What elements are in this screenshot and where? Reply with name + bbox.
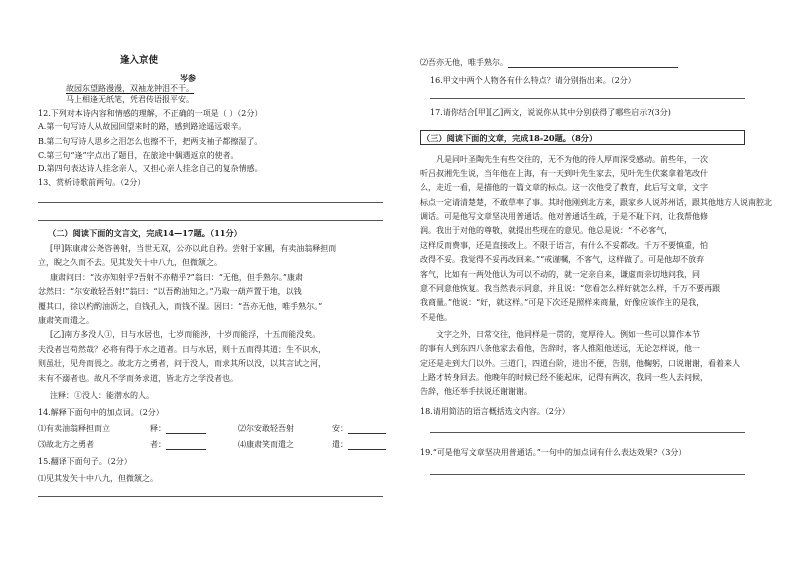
jia-line-3: 康肃问曰：“汝亦知射乎?吾射不亦精乎?”翁曰：“无他，但手熟尔。”康肃: [50, 273, 303, 282]
para1-line-6: 润。我出于对他的尊敬，就提出些现在的意见。他总是说：“不必客气，: [420, 226, 673, 235]
q14-item-1: ⑴有卖油翁释担而立: [38, 424, 110, 433]
q14-item-1-word: 释：: [150, 424, 206, 434]
q15-item-1: ⑴见其发矢十中八九，但微颔之。: [38, 474, 158, 483]
q12-stem: 12.下列对本诗内容和情感的理解，不正确的一项是（ ）（2分）: [38, 109, 263, 118]
para1-line-12: 不是他。: [420, 313, 452, 322]
para1-line-9: 客气，比如有一两处他认为可以不动的，就一定亲自来，谦虚而亲切地问我，同: [420, 270, 700, 279]
para1-line-2: 听吕叔湘先生说，当年他在上海，有一天到叶先生家去，见叶先生伏案拿着笔改什: [420, 169, 708, 178]
q12-option-a: A.第一句写诗人从故园回望来时的路，感到路途遥远艰辛。: [38, 122, 247, 131]
q15-item-2: ⑵吾亦无他，唯手熟尔。: [420, 58, 678, 68]
para1-line-8: 改得不妥。我觉得不妥再改回来。”“戒谨嘱，不客气，这样做了。可是他却不放弃: [420, 255, 705, 264]
para1-line-1: 凡是同叶圣陶先生有些交往的，无不为他的待人厚而深受感动。前些年，一次: [436, 155, 708, 164]
jia-line-1: [甲]陈康肃公尧咨善射，当世无双，公亦以此自矜。尝射于家圃，有卖油翁释担而: [50, 244, 337, 253]
yi-line-3: 则虽壮，见舟而畏之。故北方之勇者，问于没人，而求其所以没，以其言试之河，: [38, 359, 326, 368]
answer-line[interactable]: [430, 98, 745, 99]
para1-line-11: 我商量。”他说：“好，就这样。”可是下次还是照样来商量，好像应该作主的是我，: [420, 298, 705, 307]
poem-author: 岑参: [180, 73, 196, 83]
q18-stem: 18.请用简洁的语言概括选文内容。（2分）: [420, 407, 570, 416]
q12-option-c: C.第三句“逢”字点出了题目，在旅途中偶遇返京的使者。: [38, 151, 239, 160]
para2-line-1: 文字之外，日常交往，他同样是一贯的，宽厚待人。例如一些可以算作本节: [436, 330, 700, 339]
para1-line-5: 调话。可是他写文章坚决用普通话。他对普通话生疏，于是不耻下问，让我帮他修: [420, 212, 708, 221]
annotation-note: 注释：①没人：能潜水的人。: [50, 391, 154, 400]
answer-line[interactable]: [38, 496, 383, 497]
jia-line-6: 康肃笑而遣之。: [38, 316, 94, 325]
q13-stem: 13、赏析诗歌前两句。（2分）: [38, 178, 146, 187]
answer-blank[interactable]: [166, 425, 206, 434]
para1-line-7: 这样反而费事，还是直接改上。不限于语言，有什么不妥都改。千万不要慎重，怕: [420, 241, 708, 250]
q14-item-3: ⑶故北方之勇者: [38, 440, 94, 449]
q14-item-2: ⑵尔安敢轻吾射: [238, 424, 294, 433]
q12-option-b: B.第二句写诗人思乡之泪怎么也擦不干，把两支袖子都擦湿了。: [38, 137, 263, 146]
section-divider: [38, 220, 383, 221]
poem-title: 逢入京使: [120, 55, 159, 66]
yi-line-2: 夫没者岂苟然哉？必将有得于水之道者。日与水居，则十五而得其道；生不识水，: [38, 345, 326, 354]
q12-option-d: D.第四句表达诗人挂念亲人，又担心亲人挂念自己的复杂情感。: [38, 164, 263, 173]
para2-line-2: 的事有人到东四八条他家去看他，告辞时，客人推阻他送远，无论怎样说，他一: [420, 344, 700, 353]
q14-item-4: ⑷康肃笑而遣之: [238, 440, 294, 449]
q14-item-4-word: 遣：: [332, 440, 386, 450]
jia-line-2: 立，睨之久而不去。见其发矢十中八九，但微颔之。: [38, 258, 222, 267]
section2-heading: （二）阅读下面的文言文，完成14—17题。（11分）: [48, 228, 242, 238]
jia-line-5: 覆其口，徐以杓酌油沥之，自钱孔入，而钱不湿。因曰：“吾亦无他，唯手熟尔。”: [38, 302, 323, 311]
poem-line-1: 故园东望路漫漫，双袖龙钟泪不干。: [66, 84, 194, 93]
yi-line-1: [乙]南方多没人①，日与水居也，七岁而能涉，十岁而能浮，十五而能没矣。: [50, 330, 321, 339]
para1-line-4: 标点一定请清楚楚，不敢草率了事。其时他刚到北方来，跟家乡人说苏州话，跟其他地方人说南腔北: [420, 198, 772, 207]
yi-line-4: 未有不溺者也。故凡不学而务求道，皆北方之学没者也。: [38, 374, 238, 383]
answer-blank[interactable]: [348, 425, 386, 434]
answer-blank[interactable]: [508, 59, 678, 68]
para2-line-4: 上路才转身回去。他晚年的时候已经不能起床，记得有两次，我同一些人去问候，: [420, 373, 708, 382]
answer-line[interactable]: [430, 474, 745, 475]
q16-stem: 16.甲文中两个人物各有什么特点？请分别指出来。（2分）: [430, 76, 636, 85]
q14-item-3-word: 者：: [150, 440, 206, 450]
section3-heading: （三）阅读下面的文章，完成18-20题。（8分）: [422, 133, 598, 143]
answer-blank[interactable]: [166, 441, 206, 450]
answer-line[interactable]: [430, 432, 745, 433]
para2-line-3: 定还是走到大门以外。三道门，四道台阶，进出不便，告别，他鞠躬，口说谢谢，看着来人: [420, 359, 740, 368]
q17-stem: 17.请你结合[甲][乙]两文，说说你从其中分别获得了哪些启示?(3分): [430, 108, 671, 117]
poem-line-2: 马上相逢无纸笔，凭君传语报平安。: [66, 95, 194, 104]
answer-blank[interactable]: [348, 441, 386, 450]
q14-stem: 14.解释下面句中的加点词。（2分）: [38, 408, 164, 417]
q15-stem: 15.翻译下面句子。（2分）: [38, 457, 132, 466]
answer-line[interactable]: [38, 202, 383, 203]
para1-line-10: 意不同意他恢复。我当然表示同意，并且说：“您看怎么样好就怎么样，千万不要再跟: [420, 284, 721, 293]
q14-item-2-word: 安：: [332, 424, 386, 434]
jia-line-4: 忿然曰：“尔安敢轻吾射!”翁曰：“以吾酌油知之。”乃取一葫芦置于地，以钱: [38, 287, 302, 296]
q19-stem: 19.“可是他写文章坚决用普通话。”一句中的加点词有什么表达效果?（3分）: [420, 448, 687, 457]
para1-line-3: 么，走近一看，是描他的一篇文章的标点。这一次他受了教育，此后写文章，文字: [420, 183, 708, 192]
para2-line-5: 告辞，他还举手扶说还谢谢谢。: [420, 387, 532, 396]
